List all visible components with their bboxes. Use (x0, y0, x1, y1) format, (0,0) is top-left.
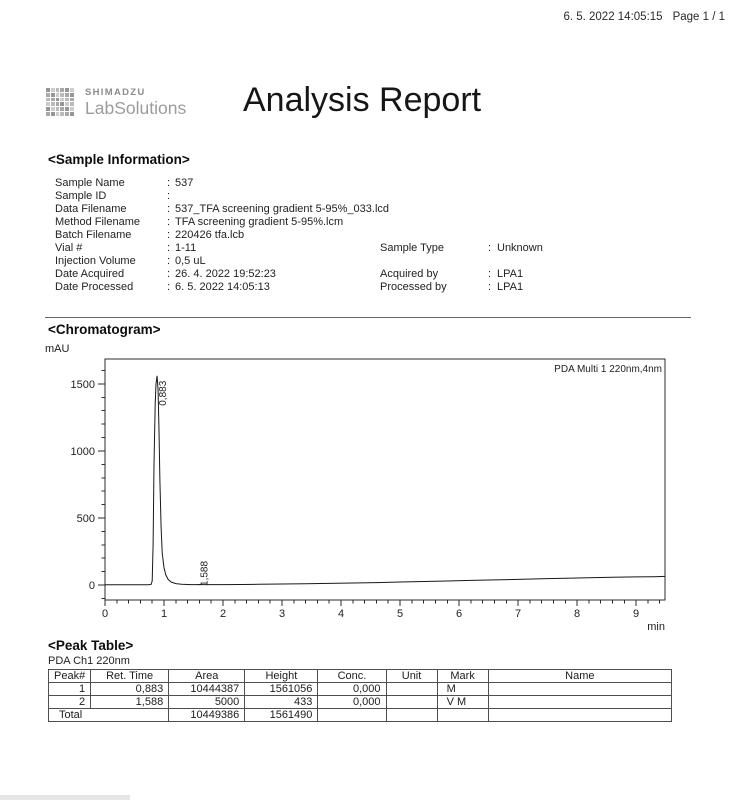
logo-grid-square (46, 93, 50, 97)
x-tick-label: 5 (396, 608, 404, 620)
logo-grid-square (70, 93, 74, 97)
peak-table-header-row (49, 670, 672, 683)
table-cell (488, 709, 671, 722)
field-value: 0,5 uL (175, 255, 206, 267)
logo-block (85, 88, 186, 117)
table-cell: 1,588 (91, 696, 169, 709)
x-axis-unit-label: min (647, 621, 665, 633)
field-value: Unknown (497, 242, 543, 254)
logo-grid-square (51, 102, 55, 106)
sample-info-row (48, 255, 718, 268)
logo-grid-square (65, 88, 69, 92)
chromatogram-heading: <Chromatogram> (48, 322, 161, 337)
field-label: Data Filename (55, 203, 127, 215)
sample-info-row (48, 177, 718, 190)
column-header: Unit (386, 670, 437, 683)
logo-grid-square (65, 93, 69, 97)
field-colon: : (167, 281, 171, 293)
y-tick-label: 500 (76, 512, 95, 525)
plot-frame (105, 359, 665, 600)
plot-legend: PDA Multi 1 220nm,4nm (554, 364, 662, 375)
field-colon: : (488, 281, 492, 293)
table-cell: 10444387 (169, 683, 245, 696)
table-cell: 0,883 (91, 683, 169, 696)
logo-grid-square (60, 88, 64, 92)
x-tick-label: 2 (219, 608, 227, 620)
scan-artifact (0, 795, 130, 800)
x-tick-label: 4 (337, 608, 345, 620)
logo-grid-square (70, 88, 74, 92)
logo-grid-square (60, 112, 64, 116)
logo-grid-square (60, 93, 64, 97)
field-value: LPA1 (497, 268, 524, 280)
sample-info-row (48, 190, 718, 203)
field-value: 537 (175, 177, 194, 189)
column-header: Area (169, 670, 245, 683)
sample-info-row (48, 242, 718, 255)
sample-info-row (48, 216, 718, 229)
channel-label: PDA Ch1 220nm (48, 655, 130, 667)
field-value: 537_TFA screening gradient 5-95%_033.lcd (175, 203, 390, 215)
table-cell: 433 (245, 696, 318, 709)
x-tick-label: 1 (160, 608, 168, 620)
field-label: Sample ID (55, 190, 107, 202)
table-cell (488, 683, 671, 696)
peak-rt-label: 1,588 (199, 560, 211, 586)
field-colon: : (167, 177, 171, 189)
field-label: Injection Volume (55, 255, 136, 267)
logo-grid-square (70, 112, 74, 116)
field-value: 1-11 (175, 242, 197, 254)
field-value: 220426 tfa.lcb (175, 229, 245, 241)
column-header: Ret. Time (91, 670, 169, 683)
peak-table-total-row (49, 709, 672, 722)
peak-table-heading: <Peak Table> (48, 638, 134, 653)
peak-table (48, 669, 672, 722)
logo-grid-square (51, 107, 55, 111)
logo-grid-square (56, 88, 60, 92)
logo-grid-square (46, 88, 50, 92)
table-cell: 2 (49, 696, 91, 709)
y-tick-label: 0 (88, 579, 95, 592)
report-title: Analysis Report (243, 81, 482, 119)
logo-grid-square (46, 102, 50, 106)
logo-grid-square (46, 112, 50, 116)
column-header: Height (245, 670, 318, 683)
field-colon: : (167, 242, 171, 254)
table-cell: M (437, 683, 488, 696)
peak-rt-label: 0,883 (158, 380, 170, 406)
logo-grid-square (60, 98, 64, 102)
field-colon: : (488, 242, 492, 254)
shimadzu-grid-icon (46, 88, 74, 116)
field-label: Vial # (55, 242, 83, 254)
logo-grid-square (46, 98, 50, 102)
logo-grid-square (51, 93, 55, 97)
x-tick-label: 7 (515, 608, 522, 620)
field-colon: : (488, 268, 492, 280)
chromatogram-trace (105, 376, 665, 585)
brand-name: SHIMADZU (85, 87, 146, 98)
table-cell: 10449386 (169, 709, 245, 722)
sample-info-row (48, 268, 718, 281)
peak-table-row (49, 683, 672, 696)
field-label: Date Processed (55, 281, 134, 293)
table-cell: Total (49, 709, 169, 722)
x-tick-label: 0 (101, 608, 109, 620)
table-cell (318, 709, 386, 722)
x-tick-label: 6 (455, 608, 463, 620)
logo-grid-square (51, 98, 55, 102)
logo-grid-square (51, 112, 55, 116)
field-colon: : (167, 268, 171, 280)
y-axis-unit-label: mAU (45, 343, 70, 355)
field-value: 26. 4. 2022 19:52:23 (175, 268, 276, 280)
field-label: Sample Name (55, 177, 125, 189)
column-header: Conc. (318, 670, 386, 683)
logo-grid-square (51, 88, 55, 92)
table-cell (386, 683, 437, 696)
field-value: TFA screening gradient 5-95%.lcm (175, 216, 344, 228)
column-header: Peak# (49, 670, 91, 683)
peak-table-row (49, 696, 672, 709)
logo-grid-square (56, 98, 60, 102)
logo-grid-square (70, 102, 74, 106)
logo-grid-square (56, 102, 60, 106)
logo-grid-square (56, 112, 60, 116)
report-datetime: 6. 5. 2022 14:05:15 (563, 11, 663, 23)
section-divider (45, 317, 691, 318)
x-tick-label: 8 (574, 608, 581, 620)
chromatogram-plot (40, 338, 720, 643)
field-label: Method Filename (55, 216, 140, 228)
table-cell (488, 696, 671, 709)
sample-info-row (48, 203, 718, 216)
logo-grid-square (56, 93, 60, 97)
logo-grid-square (60, 102, 64, 106)
page-meta (563, 11, 725, 23)
table-cell: 1 (49, 683, 91, 696)
logo-grid-square (65, 102, 69, 106)
field-colon: : (167, 255, 171, 267)
table-cell: 5000 (169, 696, 245, 709)
field-label: Sample Type (380, 242, 445, 254)
sample-info-row (48, 229, 718, 242)
logo-grid-square (65, 112, 69, 116)
field-colon: : (167, 190, 171, 202)
table-cell: 1561490 (245, 709, 318, 722)
y-tick-label: 1000 (70, 445, 95, 458)
logo-grid-square (56, 107, 60, 111)
field-colon: : (167, 203, 171, 215)
field-label: Batch Filename (55, 229, 132, 241)
page-number: Page 1 / 1 (672, 11, 725, 23)
field-label: Date Acquired (55, 268, 125, 280)
logo-grid-square (65, 98, 69, 102)
field-colon: : (167, 216, 171, 228)
x-tick-label: 3 (278, 608, 286, 620)
table-cell: 0,000 (318, 683, 386, 696)
logo-grid-square (70, 98, 74, 102)
table-cell (437, 709, 488, 722)
field-colon: : (167, 229, 171, 241)
column-header: Name (488, 670, 671, 683)
table-cell: V M (437, 696, 488, 709)
logo-grid-square (60, 107, 64, 111)
product-name: LabSolutions (85, 97, 187, 118)
table-cell: 1561056 (245, 683, 318, 696)
field-value: LPA1 (497, 281, 524, 293)
plot-frame-group (71, 359, 665, 620)
field-label: Processed by (380, 281, 447, 293)
logo-grid-square (70, 107, 74, 111)
logo-grid-square (46, 107, 50, 111)
column-header: Mark (437, 670, 488, 683)
sample-info-rows (48, 177, 718, 294)
table-cell (386, 696, 437, 709)
sample-info-row (48, 281, 718, 294)
y-tick-label: 1500 (70, 378, 95, 391)
field-value: 6. 5. 2022 14:05:13 (175, 281, 270, 293)
logo-grid-square (65, 107, 69, 111)
sample-information-heading: <Sample Information> (48, 152, 190, 167)
table-cell (386, 709, 437, 722)
table-cell: 0,000 (318, 696, 386, 709)
x-tick-label: 9 (633, 608, 640, 620)
field-label: Acquired by (380, 268, 439, 280)
